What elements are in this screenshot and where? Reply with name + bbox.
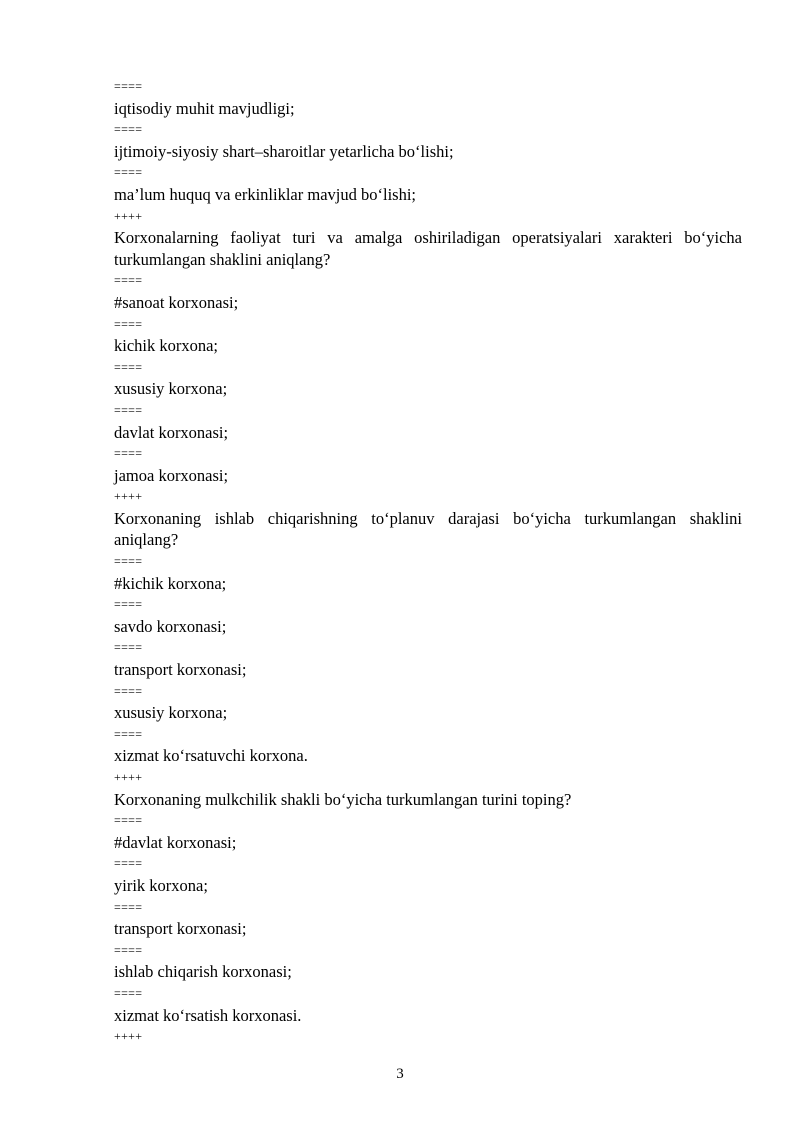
option-separator: ==== <box>114 273 143 288</box>
answer-option: transport korxonasi; <box>114 919 247 939</box>
option-separator: ==== <box>114 640 143 655</box>
page-number: 3 <box>396 1066 404 1082</box>
answer-option: savdo korxonasi; <box>114 616 227 636</box>
option-separator: ==== <box>114 813 143 828</box>
answer-option: jamoa korxonasi; <box>114 465 229 485</box>
option-separator: ==== <box>114 79 143 93</box>
option-separator: ==== <box>114 683 143 698</box>
answer-option: xizmat ko‘rsatish korxonasi. <box>114 1005 302 1025</box>
test-content <box>114 76 742 1048</box>
answer-option: kichik korxona; <box>114 336 219 356</box>
question-separator: ++++ <box>114 1029 143 1044</box>
option-separator: ==== <box>114 856 143 871</box>
answer-option: ma’lum huquq va erkinliklar mavjud bo‘lishi; <box>114 184 416 204</box>
answer-option: xususiy korxona; <box>114 703 228 723</box>
option-separator: ==== <box>114 726 143 741</box>
option-separator: ==== <box>114 359 143 374</box>
answer-option: xususiy korxona; <box>114 379 228 399</box>
question-separator: ++++ <box>114 770 143 784</box>
answer-option: davlat korxonasi; <box>114 422 229 442</box>
answer-option: #sanoat korxonasi; <box>114 292 239 312</box>
option-separator: ==== <box>114 985 143 1000</box>
option-separator: ==== <box>114 899 143 914</box>
answer-option: ishlab chiqarish korxonasi; <box>114 962 292 982</box>
option-separator: ==== <box>114 122 143 137</box>
question-separator: ++++ <box>114 208 143 223</box>
option-separator: ==== <box>114 316 143 331</box>
question-text: Korxonalarning faoliyat turi va amalga oshiriladigan operatsiyalari xarakteri bo‘yicha turkumlangan shaklini aniqlang? <box>114 228 742 269</box>
answer-option: iqtisodiy muhit mavjudligi; <box>114 98 295 118</box>
question-text: Korxonaning ishlab chiqarishning to‘planuv darajasi bo‘yicha turkumlangan shaklini aniqlang? <box>114 508 742 550</box>
answer-option: xizmat ko‘rsatuvchi korxona. <box>114 746 308 766</box>
option-separator: ==== <box>114 165 143 180</box>
answer-option: transport korxonasi; <box>114 660 247 680</box>
question-text: Korxonaning mulkchilik shakli bo‘yicha turkumlangan turini toping? <box>114 789 572 809</box>
answer-option: ijtimoiy-siyosiy shart–sharoitlar yetarlicha bo‘lishi; <box>114 141 454 161</box>
option-separator: ==== <box>114 942 143 957</box>
answer-option: #davlat korxonasi; <box>114 832 237 852</box>
option-separator: ==== <box>114 446 143 461</box>
option-separator: ==== <box>114 402 143 417</box>
question-separator: ++++ <box>114 489 143 504</box>
answer-option: yirik korxona; <box>114 875 208 895</box>
answer-option: #kichik korxona; <box>114 573 227 593</box>
option-separator: ==== <box>114 554 143 569</box>
option-separator: ==== <box>114 597 143 612</box>
